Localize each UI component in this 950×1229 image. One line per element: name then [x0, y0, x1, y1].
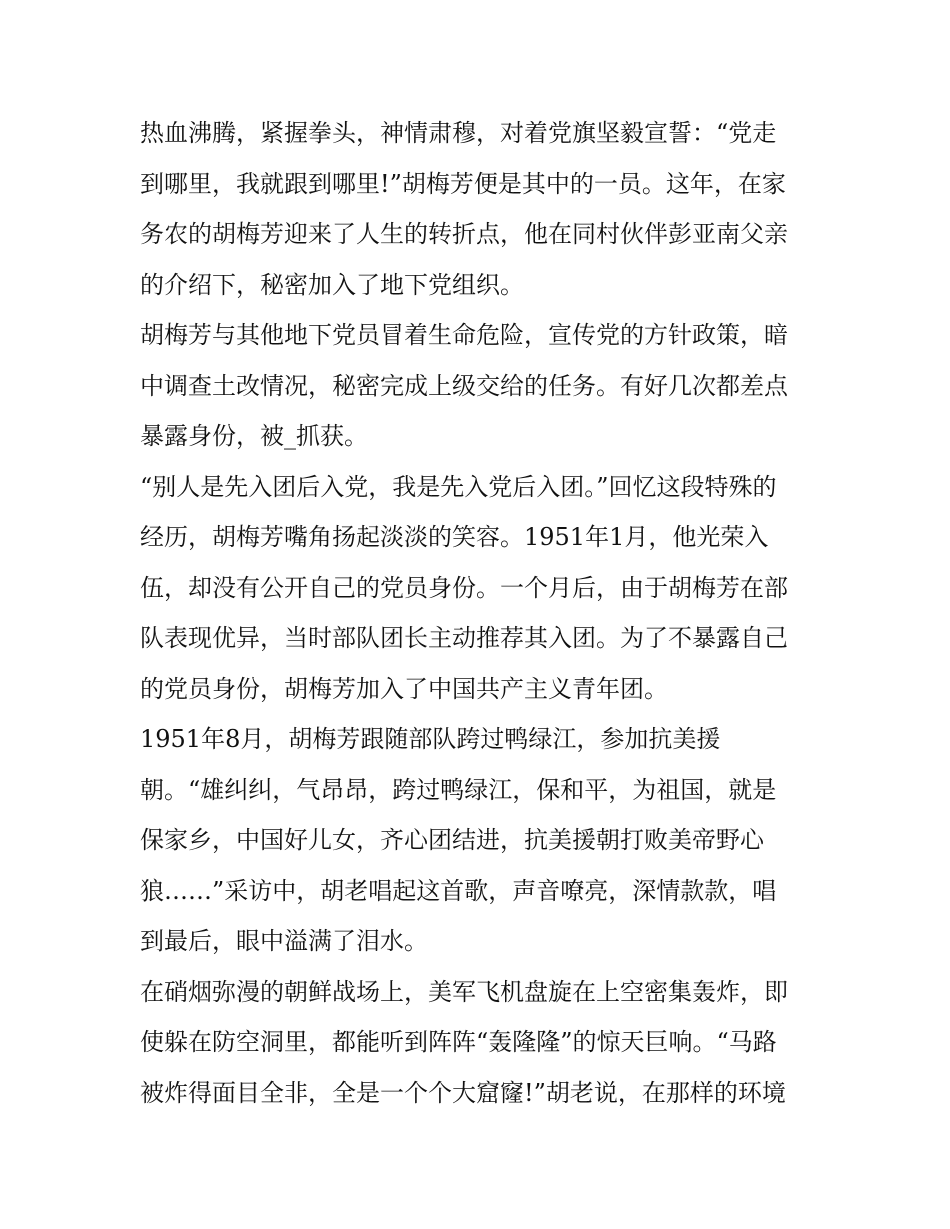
text-line: 到哪里，我就跟到哪里!”胡梅芳便是其中的一员。这年，在家	[140, 169, 786, 198]
text-line: 暴露身份，被_抓获。	[140, 422, 368, 450]
text-line: 1951年8月，胡梅芳跟随部队跨过鸭绿江，参加抗美援	[140, 725, 721, 753]
text-line: 保家乡，中国好儿女，齐心团结进，抗美援朝打败美帝野心	[140, 826, 764, 854]
text-line: 朝。“雄纠纠，气昂昂，跨过鸭绿江，保和平，为祖国，就是	[140, 775, 777, 804]
text-line: 狼……”采访中，胡老唱起这首歌，声音嘹亮，深情款款，唱	[140, 876, 777, 905]
text-line: 伍，却没有公开自己的党员身份。一个月后，由于胡梅芳在部	[140, 573, 788, 602]
document-body	[140, 108, 830, 1118]
text-line: 队表现优异，当时部队团长主动推荐其入团。为了不暴露自己	[140, 624, 788, 652]
text-line: 的介绍下，秘密加入了地下党组织。	[140, 270, 524, 299]
text-line: 在硝烟弥漫的朝鲜战场上，美军飞机盘旋在上空密集轰炸，即	[140, 977, 788, 1006]
text-line: 中调查土改情况，秘密完成上级交给的任务。有好几次都差点	[140, 371, 788, 400]
text-line: 被炸得面目全非，全是一个个大窟窿!”胡老说，在那样的环境	[140, 1078, 786, 1107]
text-line: 热血沸腾，紧握拳头，神情肃穆，对着党旗坚毅宣誓：“党走	[140, 119, 777, 147]
text-line: 经历，胡梅芳嘴角扬起淡淡的笑容。1951年1月，他光荣入	[140, 523, 769, 551]
text-line: 的党员身份，胡梅芳加入了中国共产主义青年团。	[140, 674, 668, 703]
text-line: 使躲在防空洞里，都能听到阵阵“轰隆隆”的惊天巨响。“马路	[140, 1028, 777, 1056]
text-line: 到最后，眼中溢满了泪水。	[140, 927, 428, 955]
text-line: 务农的胡梅芳迎来了人生的转折点，他在同村伙伴彭亚南父亲	[140, 220, 788, 248]
text-line: 胡梅芳与其他地下党员冒着生命危险，宣传党的方针政策，暗	[140, 321, 788, 349]
text-line: “别人是先入团后入党，我是先入党后入团。”回忆这段特殊的	[140, 472, 777, 501]
